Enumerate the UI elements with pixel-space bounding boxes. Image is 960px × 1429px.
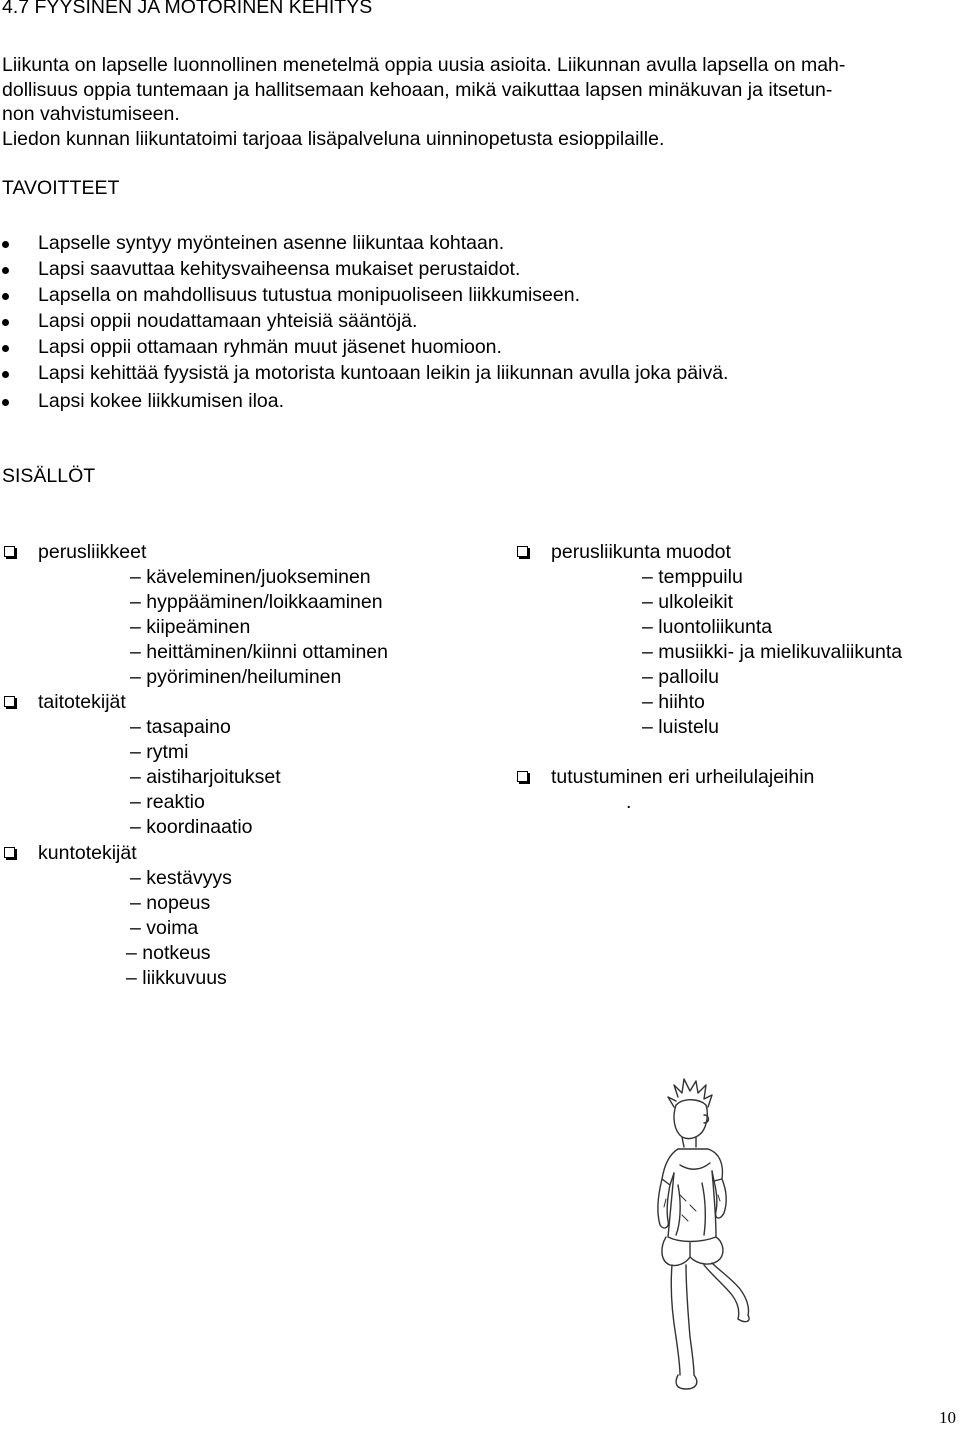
bullet-icon [2, 371, 9, 378]
sub-item: – aistiharjoitukset [130, 766, 281, 788]
checkbox-square-icon [4, 546, 15, 557]
list-item-text: Lapsi oppii noudattamaan yhteisiä sääntöjä. [38, 310, 418, 332]
group-label-perusliikkeet: perusliikkeet [38, 541, 147, 563]
sub-item: – hyppääminen/loikkaaminen [130, 591, 383, 613]
sub-item: – palloilu [642, 666, 719, 688]
list-item [0, 362, 960, 391]
group-label-urheilulajit: tutustuminen eri urheilulajeihin [551, 766, 815, 788]
sub-item: – luistelu [642, 716, 719, 738]
sub-item: – rytmi [130, 741, 189, 763]
list-item [0, 284, 960, 313]
sub-item: – reaktio [130, 791, 205, 813]
bullet-icon [2, 267, 9, 274]
list-item [0, 390, 960, 419]
list-item-text: Lapsi saavuttaa kehitysvaiheensa mukaiset perustaidot. [38, 258, 521, 280]
intro-line-2: dollisuus oppia tuntemaan ja hallitsemaan kehoaan, mikä vaikuttaa lapsen minäkuvan ja itsetun- [2, 79, 833, 101]
sub-item: – tasapaino [130, 716, 231, 738]
bullet-icon [2, 399, 9, 406]
list-item [0, 258, 960, 287]
page-number: 10 [939, 1408, 956, 1427]
list-item [0, 336, 960, 365]
trailing-period: . [626, 791, 632, 813]
tavoitteet-title: TAVOITTEET [2, 177, 120, 199]
sub-item: – luontoliikunta [642, 616, 773, 638]
sub-item: – pyöriminen/heiluminen [130, 666, 342, 688]
group-label-taitotekijat: taitotekijät [38, 691, 126, 713]
intro-line-1: Liikunta on lapselle luonnollinen menetelmä oppia uusia asioita. Liikunnan avulla lapsella on mah- [2, 54, 846, 76]
group-label-kuntotekijat: kuntotekijät [38, 842, 137, 864]
sub-item: – liikkuvuus [126, 967, 227, 989]
sisallot-title: SISÄLLÖT [2, 465, 96, 487]
checkbox-square-icon [4, 696, 15, 707]
list-item [0, 310, 960, 339]
sub-item: – notkeus [126, 942, 211, 964]
bullet-icon [2, 241, 9, 248]
list-item-text: Lapsi kokee liikkumisen iloa. [38, 390, 285, 412]
sub-item: – kestävyys [130, 867, 232, 889]
sub-item: – koordinaatio [130, 816, 253, 838]
intro-line-3: non vahvistumiseen. [2, 103, 180, 125]
list-item [0, 232, 960, 261]
bullet-icon [2, 293, 9, 300]
page-heading: 4.7 FYYSINEN JA MOTORINEN KEHITYS [2, 0, 373, 18]
sub-item: – nopeus [130, 892, 211, 914]
list-item-text: Lapselle syntyy myönteinen asenne liikuntaa kohtaan. [38, 232, 505, 254]
group-label-perusliikunta-muodot: perusliikunta muodot [551, 541, 731, 563]
sub-item: – kiipeäminen [130, 616, 251, 638]
sub-item: – heittäminen/kiinni ottaminen [130, 641, 388, 663]
intro-line-4: Liedon kunnan liikuntatoimi tarjoaa lisäpalveluna uinninopetusta esioppilaille. [2, 128, 665, 150]
sub-item: – ulkoleikit [642, 591, 734, 613]
list-item-text: Lapsi oppii ottamaan ryhmän muut jäsenet huomioon. [38, 336, 502, 358]
list-item-text: Lapsi kehittää fyysistä ja motorista kuntoaan leikin ja liikunnan avulla joka päivä. [38, 362, 729, 384]
sub-item: – voima [130, 917, 199, 939]
running-child-sketch-icon [620, 1075, 770, 1395]
sub-item: – käveleminen/juokseminen [130, 566, 371, 588]
bullet-icon [2, 345, 9, 352]
sub-item: – temppuilu [642, 566, 743, 588]
checkbox-square-icon [4, 847, 15, 858]
checkbox-square-icon [517, 546, 528, 557]
sub-item: – musiikki- ja mielikuvaliikunta [642, 641, 903, 663]
bullet-icon [2, 319, 9, 326]
sub-item: – hiihto [642, 691, 705, 713]
checkbox-square-icon [517, 771, 528, 782]
list-item-text: Lapsella on mahdollisuus tutustua monipuoliseen liikkumiseen. [38, 284, 580, 306]
